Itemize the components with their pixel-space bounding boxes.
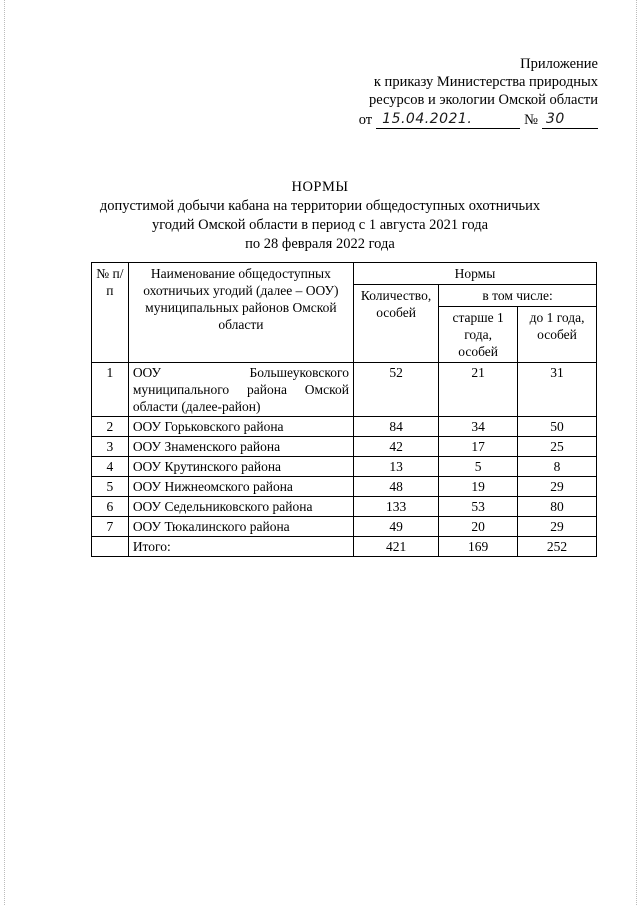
row-younger: 8 [518, 457, 597, 477]
row-younger: 50 [518, 417, 597, 437]
row-older: 5 [439, 457, 518, 477]
row-younger: 29 [518, 517, 597, 537]
row-qty: 84 [353, 417, 438, 437]
row-qty: 48 [353, 477, 438, 497]
table-row [92, 437, 597, 457]
total-label: Итого: [128, 537, 353, 557]
header-num: № п/п [92, 263, 129, 363]
header-row-1 [92, 263, 597, 285]
row-older: 20 [439, 517, 518, 537]
header-qty: Количество, особей [353, 285, 438, 363]
row-older: 19 [439, 477, 518, 497]
total-qty: 421 [353, 537, 438, 557]
row-name: ООУ Горьковского района [128, 417, 353, 437]
row-qty: 52 [353, 363, 438, 417]
row-num: 1 [92, 363, 129, 417]
row-qty: 13 [353, 457, 438, 477]
row-num: 6 [92, 497, 129, 517]
table-row [92, 363, 597, 417]
row-older: 53 [439, 497, 518, 517]
order-number: 30 [542, 110, 598, 129]
row-name: ООУ Нижнеомского района [128, 477, 353, 497]
heading-line-2: угодий Омской области в период с 1 августа 2021 года [151, 217, 489, 233]
order-date: 15.04.2021. [376, 110, 520, 129]
appendix-block [338, 55, 598, 129]
row-qty: 42 [353, 437, 438, 457]
row-num: 4 [92, 457, 129, 477]
header-norms: Нормы [353, 263, 596, 285]
row-qty: 133 [353, 497, 438, 517]
document-heading [70, 178, 570, 254]
header-younger: до 1 года, особей [518, 307, 597, 363]
table-row [92, 517, 597, 537]
norms-table [91, 262, 597, 557]
header-including: в том числе: [439, 285, 597, 307]
row-num: 3 [92, 437, 129, 457]
row-older: 17 [439, 437, 518, 457]
row-younger: 29 [518, 477, 597, 497]
scan-edge-right [636, 0, 637, 905]
row-name: ООУ Большеуковского муниципального района Омской области (далее-район) [128, 363, 353, 417]
row-name: ООУ Знаменского района [128, 437, 353, 457]
appendix-line-1: Приложение [520, 56, 598, 72]
order-reference [338, 110, 598, 129]
row-name: ООУ Седельниковского района [128, 497, 353, 517]
table-row [92, 497, 597, 517]
row-num: 2 [92, 417, 129, 437]
heading-line-1: допустимой добычи кабана на территории общедоступных охотничьих [99, 198, 541, 214]
table-row [92, 417, 597, 437]
scan-edge-left [4, 0, 5, 905]
table-row [92, 457, 597, 477]
total-row [92, 537, 597, 557]
table-row [92, 477, 597, 497]
header-older: старше 1 года, особей [439, 307, 518, 363]
row-younger: 25 [518, 437, 597, 457]
total-num [92, 537, 129, 557]
date-prefix: от [358, 112, 373, 128]
row-num: 7 [92, 517, 129, 537]
heading-title: НОРМЫ [291, 179, 349, 195]
appendix-line-2: к приказу Министерства природных [373, 74, 598, 90]
row-younger: 80 [518, 497, 597, 517]
row-older: 21 [439, 363, 518, 417]
appendix-line-3: ресурсов и экологии Омской области [369, 92, 598, 108]
row-younger: 31 [518, 363, 597, 417]
row-qty: 49 [353, 517, 438, 537]
header-name: Наименование общедоступных охотничьих угодий (далее – ООУ) муниципальных районов Омской области [128, 263, 353, 363]
row-older: 34 [439, 417, 518, 437]
row-num: 5 [92, 477, 129, 497]
heading-line-3: по 28 февраля 2022 года [245, 236, 395, 252]
total-older: 169 [439, 537, 518, 557]
row-name: ООУ Крутинского района [128, 457, 353, 477]
number-prefix: № [524, 112, 538, 128]
row-name: ООУ Тюкалинского района [128, 517, 353, 537]
total-younger: 252 [518, 537, 597, 557]
